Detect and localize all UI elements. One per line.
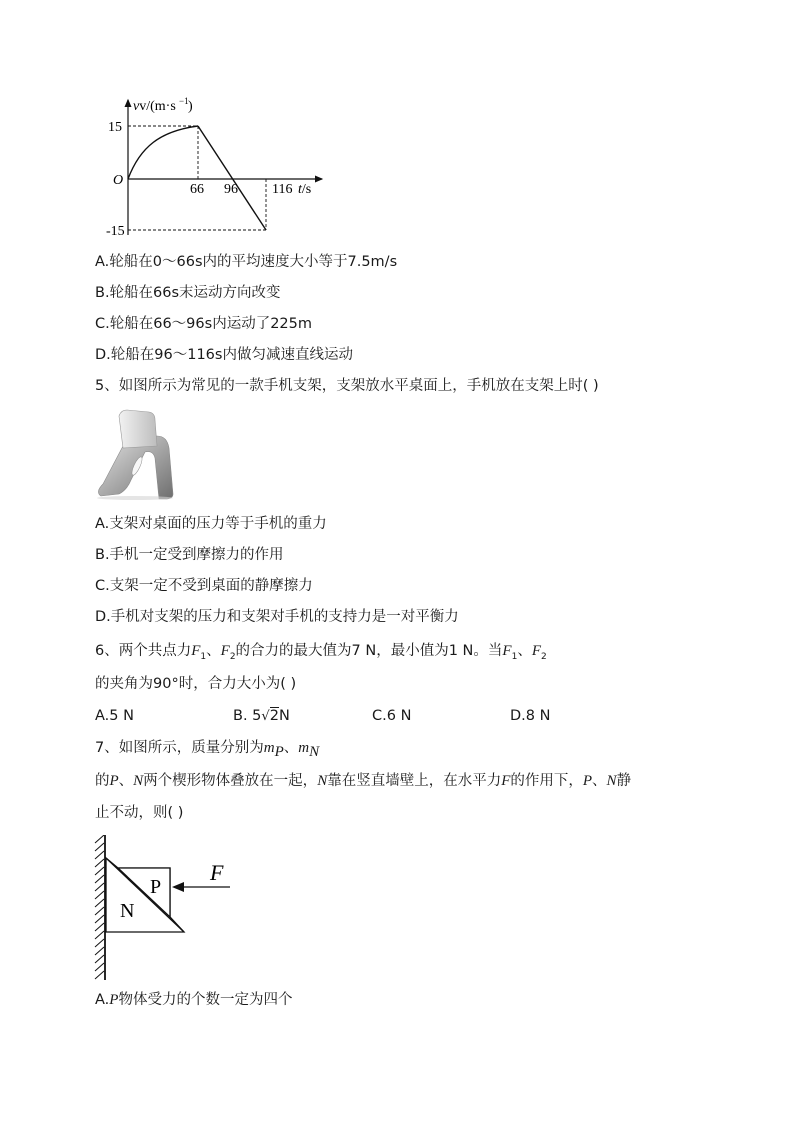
q7-stem: 7、如图所示，质量分别为$m_P$、$m_N$ [95, 740, 320, 760]
wedge-figure [92, 835, 242, 980]
q5-option-b: B.手机一定受到摩擦力的作用 [95, 547, 284, 563]
origin-label: O [113, 173, 124, 188]
q6-stem-cont: 的夹角为90°时，合力大小为( ) [95, 676, 297, 692]
q4-option-b: B.轮船在66s末运动方向改变 [95, 285, 281, 301]
wall-hatching [95, 835, 104, 979]
q5-option-d: D.手机对支架的压力和支架对手机的支持力是一对平衡力 [95, 609, 459, 625]
x-axis-label: t/s [298, 182, 312, 197]
y-axis-label-exp: −1 [179, 96, 189, 106]
y-tick-15: 15 [108, 120, 122, 135]
x-tick-96: 96 [224, 182, 238, 197]
y-axis-label-close: ) [188, 99, 193, 114]
q6-option-a: A.5 N [95, 708, 134, 724]
q7-stem-cont2: 止不动，则( ) [95, 805, 184, 821]
label-N: N [120, 900, 135, 922]
q5-stem: 5、如图所示为常见的一款手机支架，支架放水平桌面上，手机放在支架上时( ) [95, 378, 599, 394]
q7-option-a: A.P物体受力的个数一定为四个 [95, 992, 293, 1008]
q6-option-d: D.8 N [510, 708, 551, 724]
q6-stem: 6、两个共点力$F_1$、$F_2$的合力的最大值为7 N，最小值为1 N。当$F_1$、$F_2$ [95, 643, 547, 662]
q6-option-b: B. 5√2N [233, 708, 290, 724]
q7-stem-cont: 的P、N两个楔形物体叠放在一起，N靠在竖直墙壁上，在水平力F的作用下，P、N静 [95, 773, 632, 789]
label-F: F [210, 860, 224, 885]
y-axis-label: vv/(m·s [133, 99, 176, 114]
q6-option-c: C.6 N [372, 708, 412, 724]
x-tick-66: 66 [190, 182, 204, 197]
q4-option-d: D.轮船在96～116s内做匀减速直线运动 [95, 347, 353, 363]
force-arrow-head [172, 882, 184, 892]
velocity-curve-rising [128, 126, 198, 179]
q4-option-c: C.轮船在66～96s内运动了225m [95, 316, 312, 332]
q4-option-a: A.轮船在0～66s内的平均速度大小等于7.5m/s [95, 254, 398, 270]
phone-stand-image [93, 406, 178, 501]
velocity-line-decreasing [198, 126, 266, 230]
y-tick-neg15: -15 [106, 224, 125, 239]
x-tick-116: 116 [272, 182, 293, 197]
velocity-time-graph [100, 95, 330, 240]
q5-option-a: A.支架对桌面的压力等于手机的重力 [95, 516, 327, 532]
label-P: P [150, 876, 162, 898]
q5-option-c: C.支架一定不受到桌面的静摩擦力 [95, 578, 313, 594]
